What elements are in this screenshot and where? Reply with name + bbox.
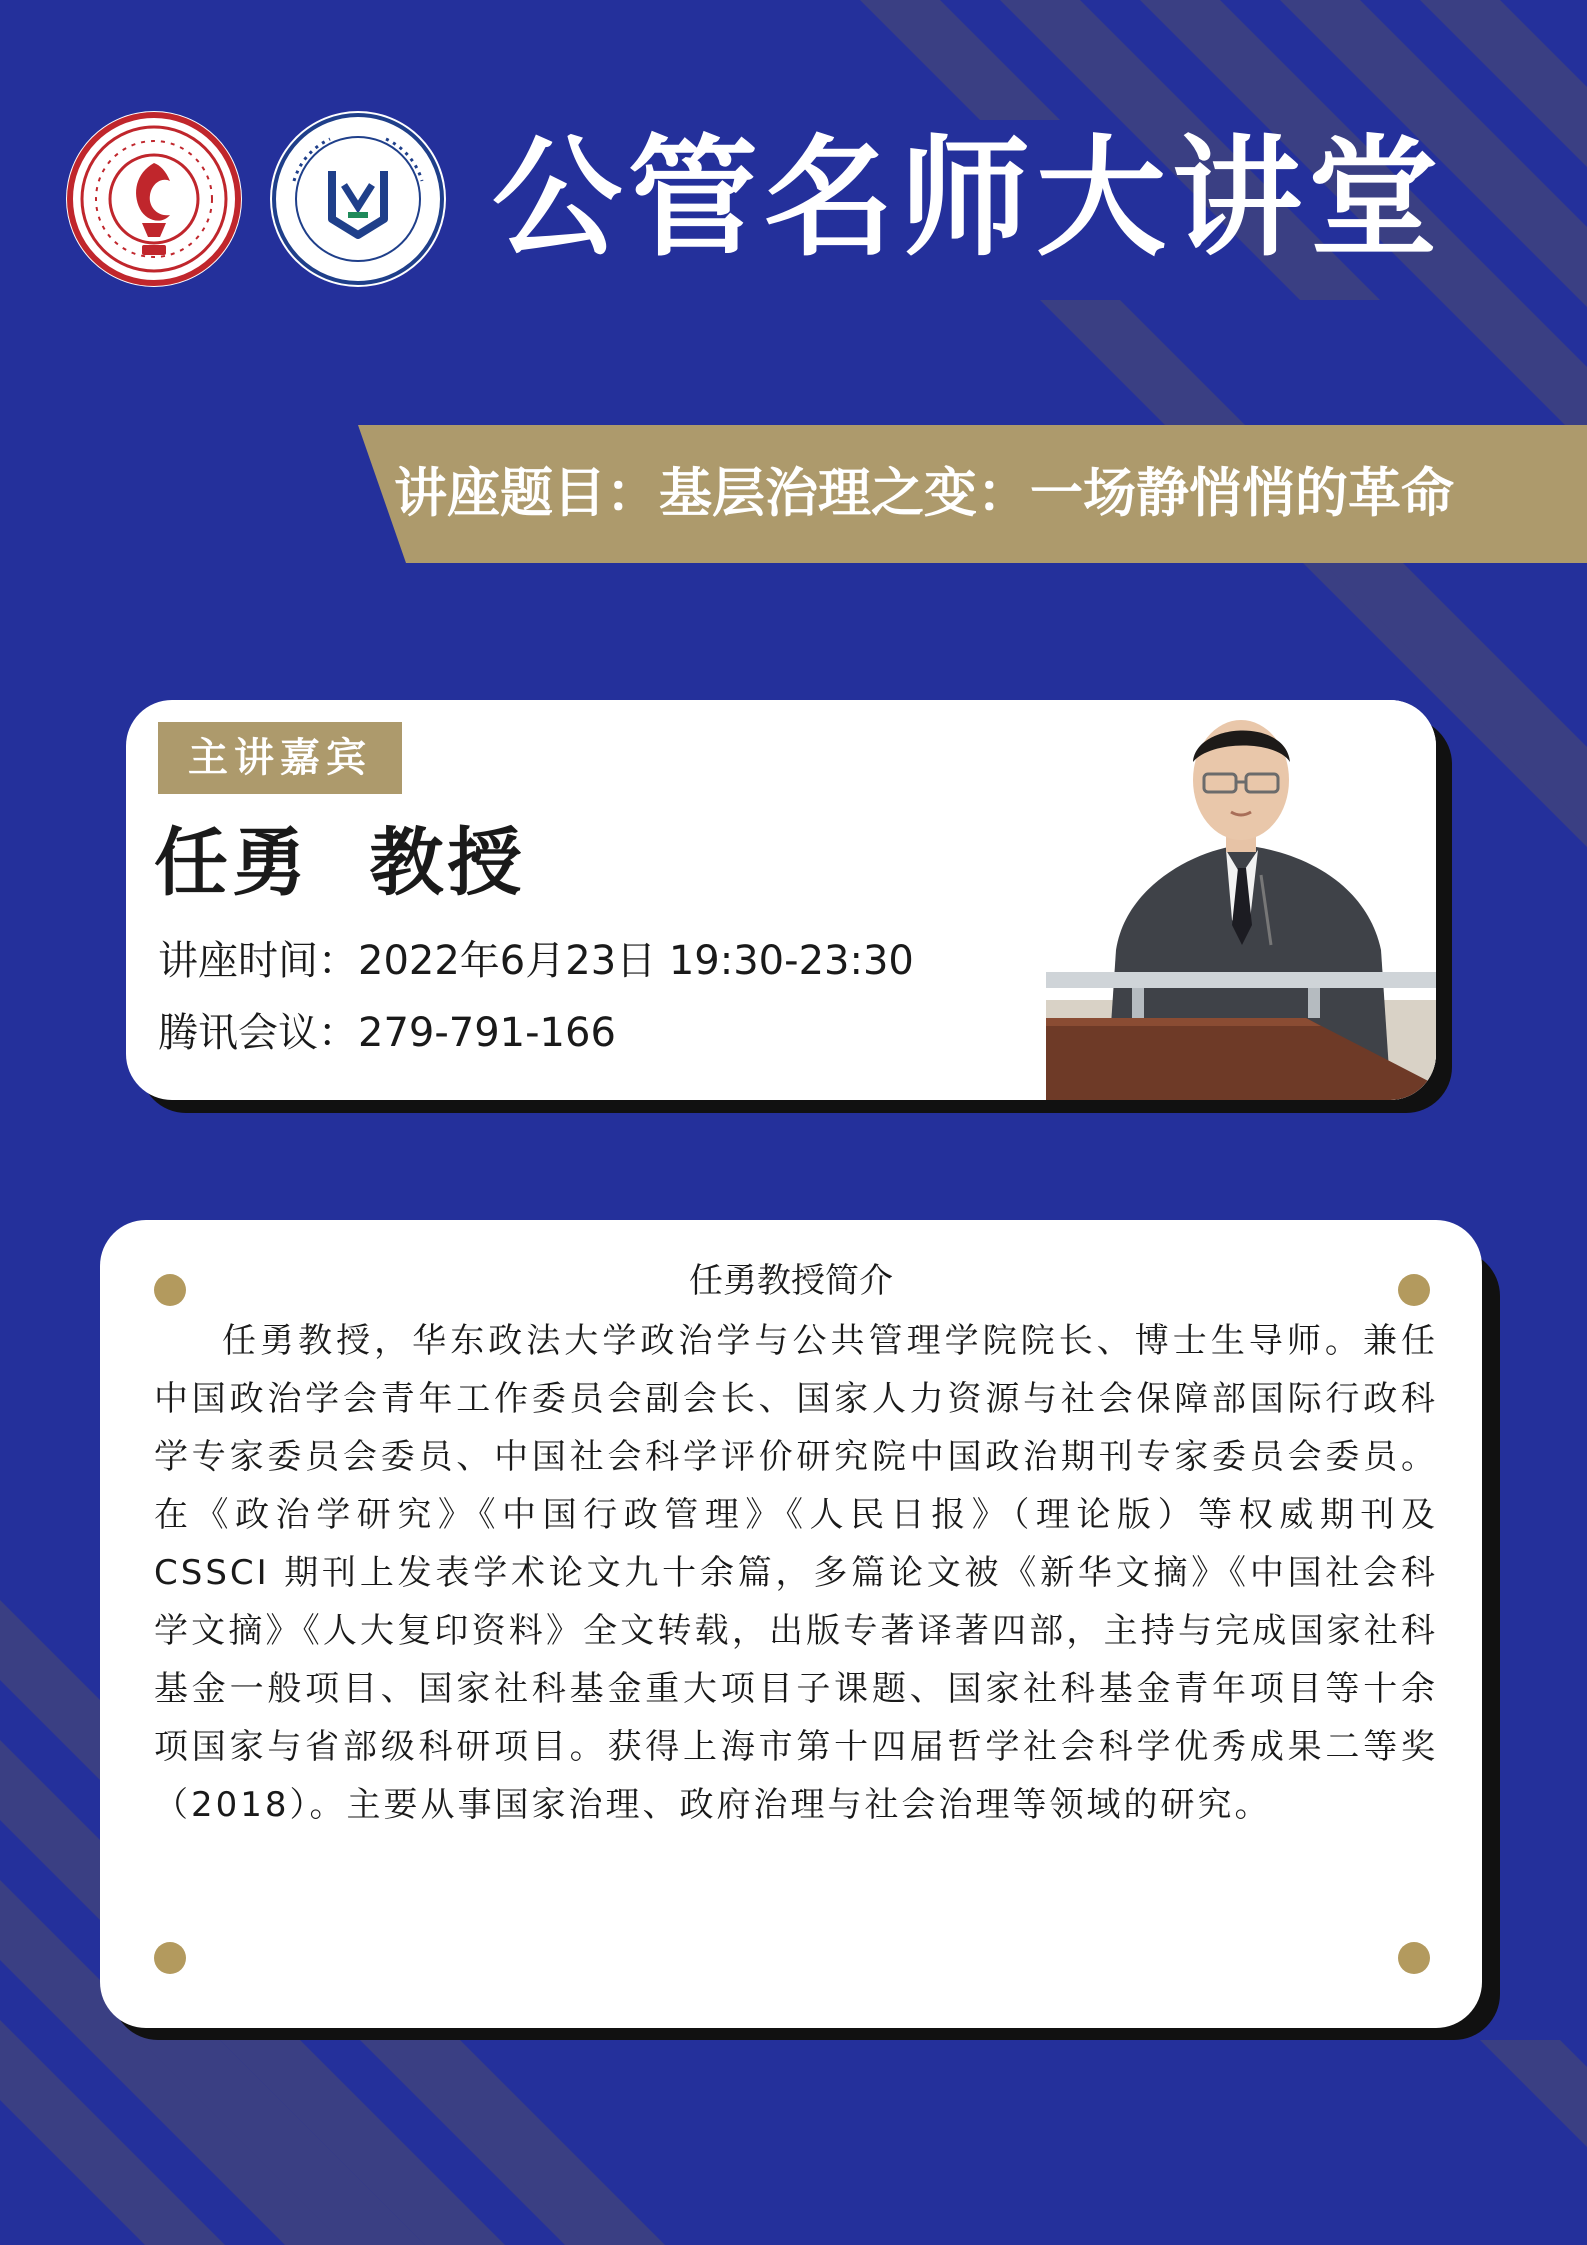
school-of-public-policy-seal-icon <box>270 111 446 287</box>
bio-card <box>100 1220 1482 2028</box>
guangxi-university-seal-icon <box>66 111 242 287</box>
guest-tag <box>158 722 402 794</box>
speaker-name: 任勇 教授 <box>154 820 526 906</box>
lecture-topic: 讲座题目：基层治理之变：一场静悄悄的革命 <box>394 463 1454 524</box>
speaker-photo <box>1046 700 1436 1100</box>
guest-tag-label: 主讲嘉宾 <box>188 735 372 781</box>
decorative-dot-icon <box>1398 1942 1430 1974</box>
poster-title: 公管名师大讲堂 <box>492 122 1445 274</box>
lecture-time: 讲座时间：2022年6月23日 19:30-23:30 <box>158 938 914 984</box>
bio-text: 任勇教授，华东政法大学政治学与公共管理学院院长、博士生导师。兼任中国政治学会青年工作委员会副会长、国家人力资源与社会保障部国际行政科学专家委员会委员、中国社会科学评价研究院中国政治期刊专家委员会委员。在《政治学研究》《中国行政管理》《人民日报》（理论版）等权威期刊及 CSSCI 期刊上发表学术论文九十余篇，多篇论文被《新华文摘》《中国社会科学文摘》《人大复印资料》全文转载，出版专著译著四部，主持与完成国家社科基金一般项目、国家社科基金重大项目子课题、国家社科基金青年项目等十余项国家与省部级科研项目。获得上海市第十四届哲学社会科学优秀成果二等奖（2018）。主要从事国家治理、政府治理与社会治理等领域的研究。 <box>154 1321 1438 1825</box>
speaker-card <box>126 700 1436 1100</box>
bio-title: 任勇教授简介 <box>689 1261 893 1301</box>
tencent-meeting-id: 腾讯会议：279-791-166 <box>158 1010 616 1056</box>
decorative-dot-icon <box>154 1942 186 1974</box>
